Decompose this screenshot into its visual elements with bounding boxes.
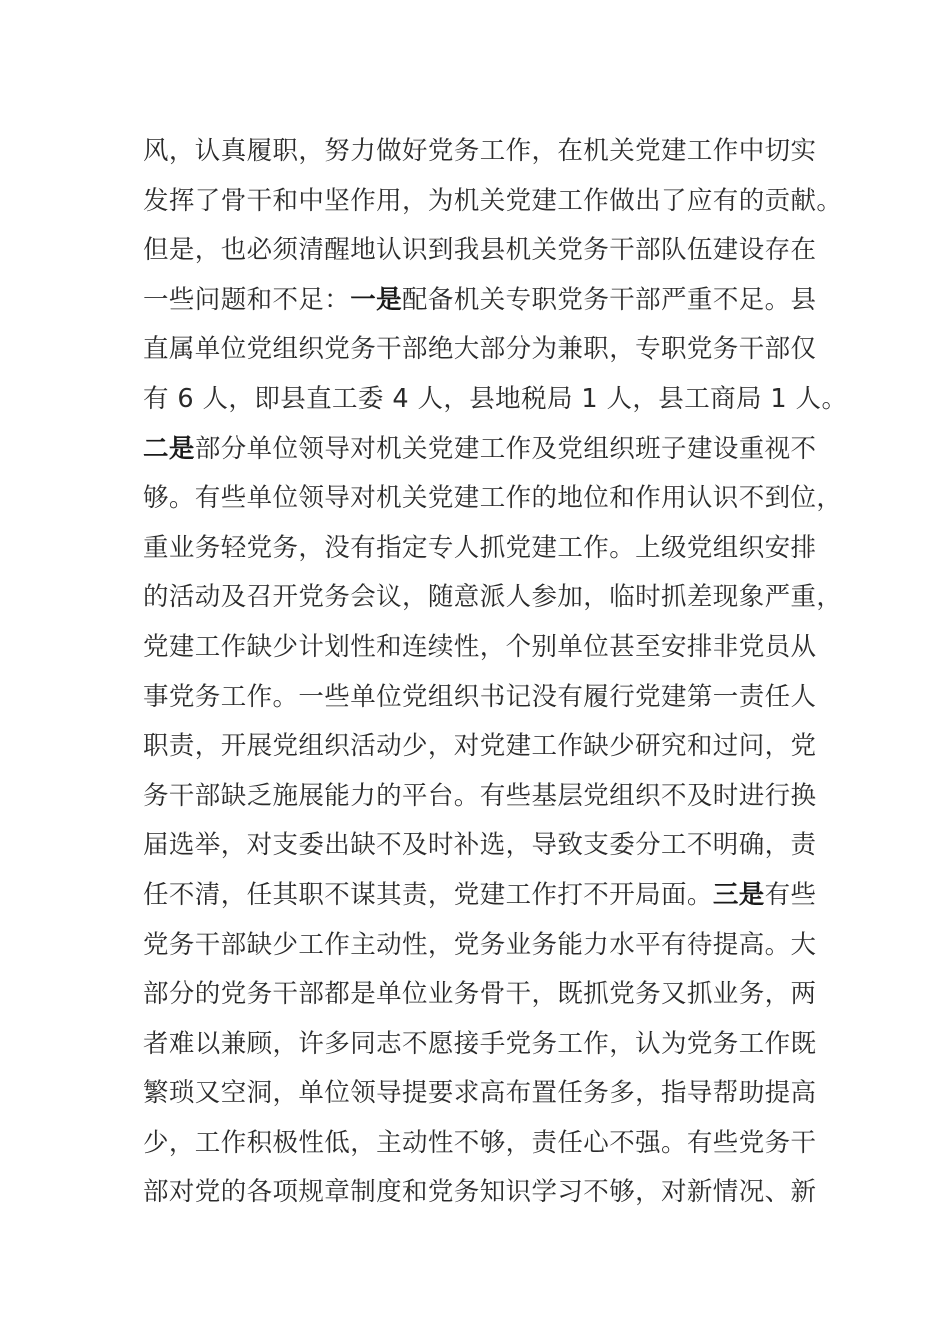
- text-line: [143, 524, 823, 574]
- text-line: [143, 1168, 823, 1218]
- text-segment: 重业务轻党务，没有指定专人抓党建工作。上级党组织安排: [143, 532, 817, 563]
- text-line: [143, 474, 843, 524]
- text-segment: 职责，开展党组织活动少，对党建工作缺少研究和过问，党: [143, 731, 817, 762]
- text-segment: 直属单位党组织党务干部绝大部分为兼职，专职党务干部仅: [143, 334, 817, 365]
- text-segment: 者难以兼顾，许多同志不愿接手党务工作，认为党务工作既: [143, 1028, 817, 1059]
- text-line: [143, 1069, 823, 1119]
- text-line: [143, 772, 823, 822]
- text-line: [143, 177, 843, 227]
- text-segment: 够。有些单位领导对机关党建工作的地位和作用认识不到位，: [143, 483, 843, 514]
- text-line: [143, 276, 823, 326]
- body-paragraph: [143, 127, 848, 1218]
- text-segment: 少，工作积极性低，主动性不够，责任心不强。有些党务干: [143, 1127, 817, 1158]
- text-line: [143, 375, 848, 425]
- text-line: [143, 921, 823, 971]
- text-line: [143, 871, 823, 921]
- text-line: [143, 722, 823, 772]
- text-line: [143, 673, 823, 723]
- text-line: [143, 970, 823, 1020]
- text-segment: 部对党的各项规章制度和党务知识学习不够，对新情况、新: [143, 1177, 817, 1208]
- text-segment: 党建工作缺少计划性和连续性，个别单位甚至安排非党员从: [143, 631, 817, 662]
- text-line: [143, 226, 823, 276]
- text-line: [143, 1119, 823, 1169]
- emphasis-label: 二是: [143, 433, 195, 464]
- text-line: [143, 325, 823, 375]
- emphasis-label: 三是: [712, 879, 765, 910]
- text-line: [143, 1020, 823, 1070]
- text-line: [143, 573, 843, 623]
- text-segment: 届选举，对支委出缺不及时补选，导致支委分工不明确，责: [143, 830, 817, 861]
- text-segment: 事党务工作。一些单位党组织书记没有履行党建第一责任人: [143, 681, 817, 712]
- text-segment: 务干部缺乏施展能力的平台。有些基层党组织不及时进行换: [143, 780, 817, 811]
- emphasis-label: 一是: [350, 284, 403, 315]
- text-segment: 党务干部缺少工作主动性，党务业务能力水平有待提高。大: [143, 929, 817, 960]
- text-segment: 一些问题和不足：: [143, 284, 351, 315]
- text-line: [143, 425, 823, 475]
- text-segment: 配备机关专职党务干部严重不足。县: [402, 284, 817, 315]
- text-segment: 的活动及召开党务会议，随意派人参加，临时抓差现象严重，: [143, 582, 843, 613]
- text-segment: 任不清，任其职不谋其责，党建工作打不开局面。: [143, 879, 713, 910]
- text-segment: 有些: [764, 879, 817, 910]
- text-segment: 风，认真履职，努力做好党务工作，在机关党建工作中切实: [143, 136, 817, 166]
- text-segment: 有 6 人，即县直工委 4 人，县地税局 1 人，县工商局 1 人。: [143, 383, 848, 414]
- text-line: [143, 821, 823, 871]
- text-segment: 发挥了骨干和中坚作用，为机关党建工作做出了应有的贡献。: [143, 185, 843, 216]
- text-line: [143, 127, 823, 177]
- text-segment: 但是，也必须清醒地认识到我县机关党务干部队伍建设存在: [143, 235, 817, 266]
- text-line: [143, 623, 823, 673]
- text-segment: 部分单位领导对机关党建工作及党组织班子建设重视不: [194, 433, 817, 464]
- text-segment: 繁琐又空洞，单位领导提要求高布置任务多，指导帮助提高: [143, 1078, 817, 1109]
- text-segment: 部分的党务干部都是单位业务骨干，既抓党务又抓业务，两: [143, 979, 817, 1010]
